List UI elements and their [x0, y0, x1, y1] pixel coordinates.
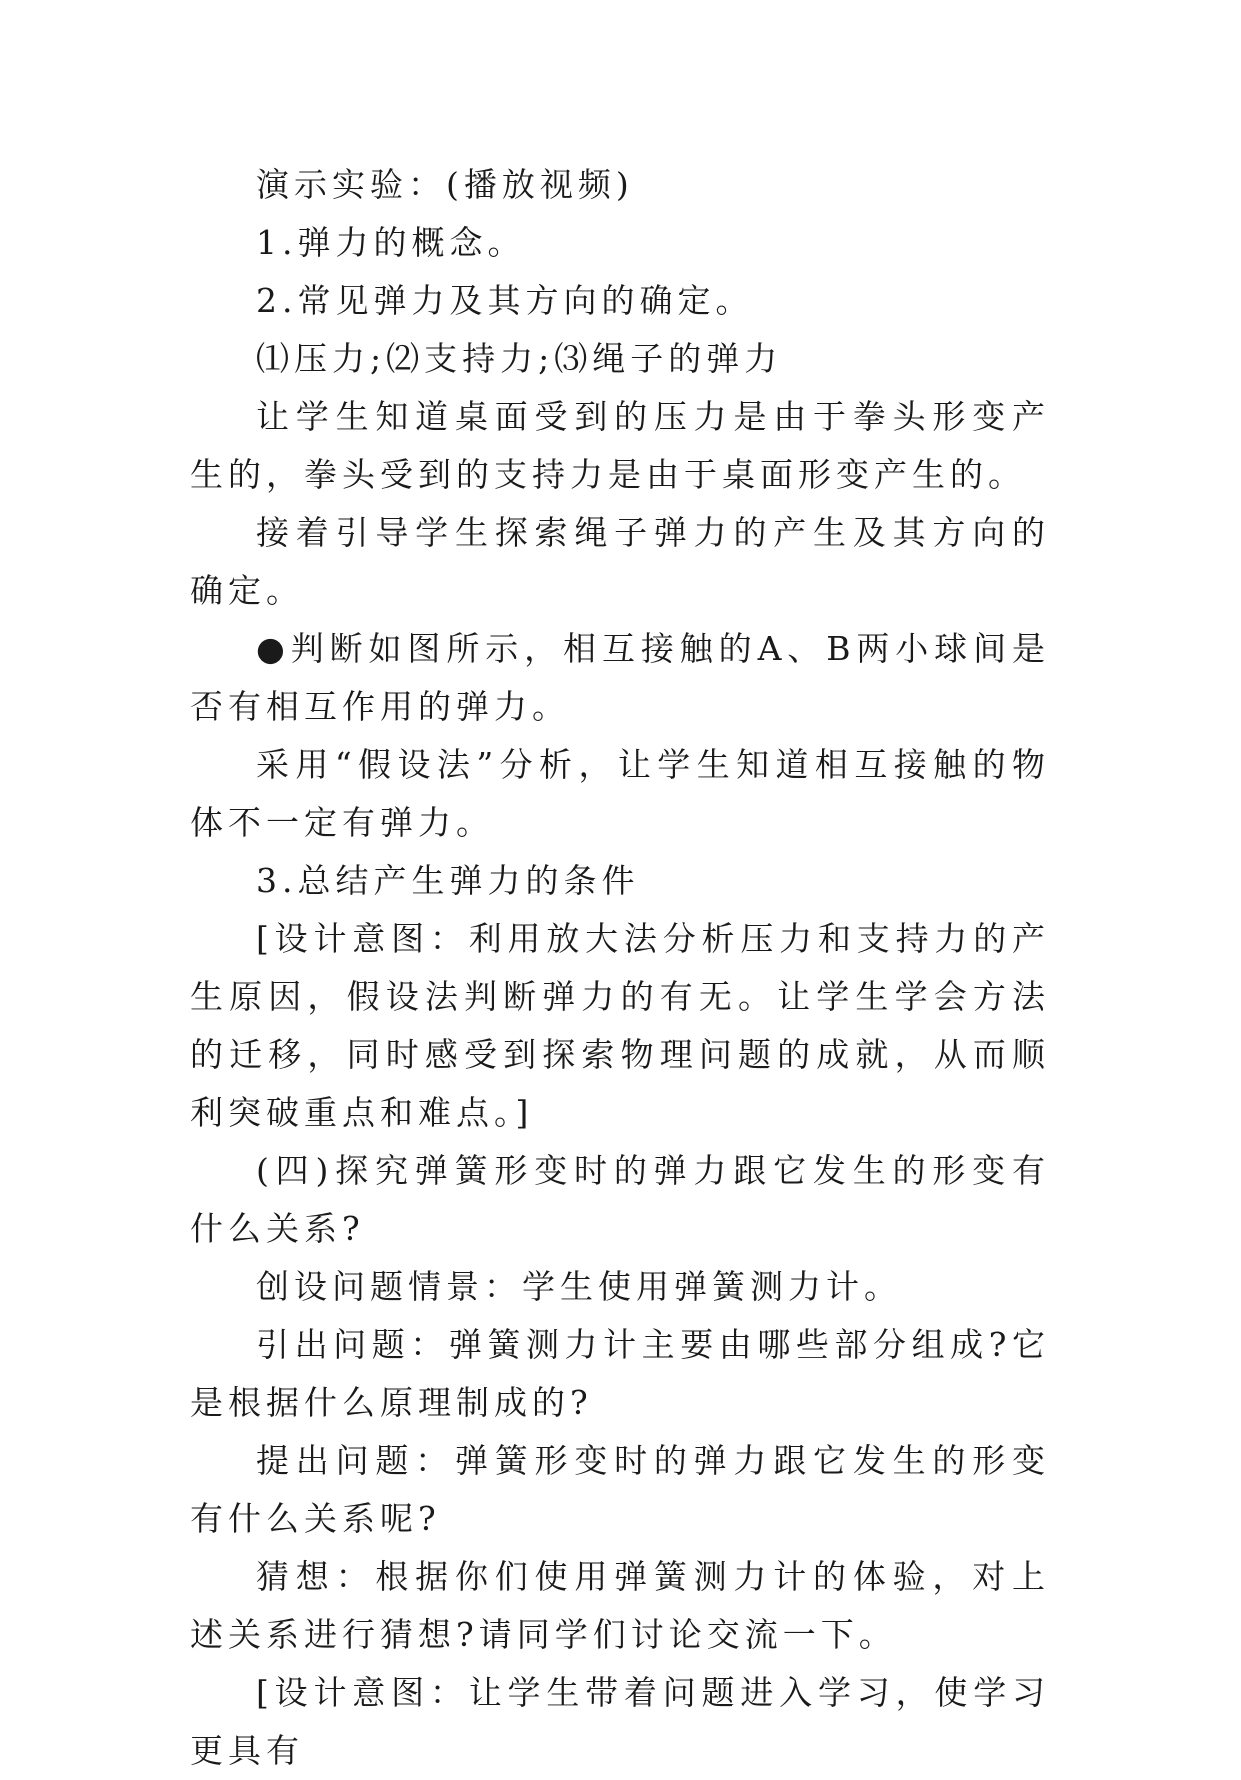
paragraph-raise-question: 提出问题：弹簧形变时的弹力跟它发生的形变有什么关系呢? [190, 1441, 1050, 1538]
paragraph-section-four-heading: (四)探究弹簧形变时的弹力跟它发生的形变有什么关系? [190, 1151, 1050, 1248]
paragraph-summary-conditions: 3.总结产生弹力的条件 [256, 861, 640, 900]
paragraph-lead-question: 引出问题：弹簧测力计主要由哪些部分组成?它是根据什么原理制成的? [190, 1325, 1050, 1422]
paragraph-design-intent-1: [设计意图：利用放大法分析压力和支持力的产生原因，假设法判断弹力的有无。让学生学会方法的迁移，同时感受到探索物理问题的成就，从而顺利突破重点和难点。] [190, 919, 1050, 1132]
paragraph-two-balls-question: ●判断如图所示，相互接触的A、B两小球间是否有相互作用的弹力。 [190, 629, 1050, 726]
paragraph-hypothesis: 猜想：根据你们使用弹簧测力计的体验，对上述关系进行猜想?请同学们讨论交流一下。 [190, 1557, 1050, 1654]
paragraph-demo-experiment: 演示实验：(播放视频) [256, 165, 634, 204]
paragraph-desk-pressure: 让学生知道桌面受到的压力是由于拳头形变产生的，拳头受到的支持力是由于桌面形变产生的。 [190, 397, 1050, 494]
paragraph-assumption-method: 采用“假设法”分析，让学生知道相互接触的物体不一定有弹力。 [190, 745, 1050, 842]
document-body [190, 156, 1050, 1780]
paragraph-design-intent-2: [设计意图：让学生带着问题进入学习，使学习更具有 [190, 1673, 1050, 1770]
paragraph-problem-scenario: 创设问题情景：学生使用弹簧测力计。 [256, 1267, 902, 1306]
paragraph-force-types: ⑴压力;⑵支持力;⑶绳子的弹力 [256, 339, 783, 378]
paragraph-rope-tension: 接着引导学生探索绳子弹力的产生及其方向的确定。 [190, 513, 1050, 610]
paragraph-elastic-concept: 1.弹力的概念。 [256, 223, 526, 262]
paragraph-common-elastic-forces: 2.常见弹力及其方向的确定。 [256, 281, 754, 320]
